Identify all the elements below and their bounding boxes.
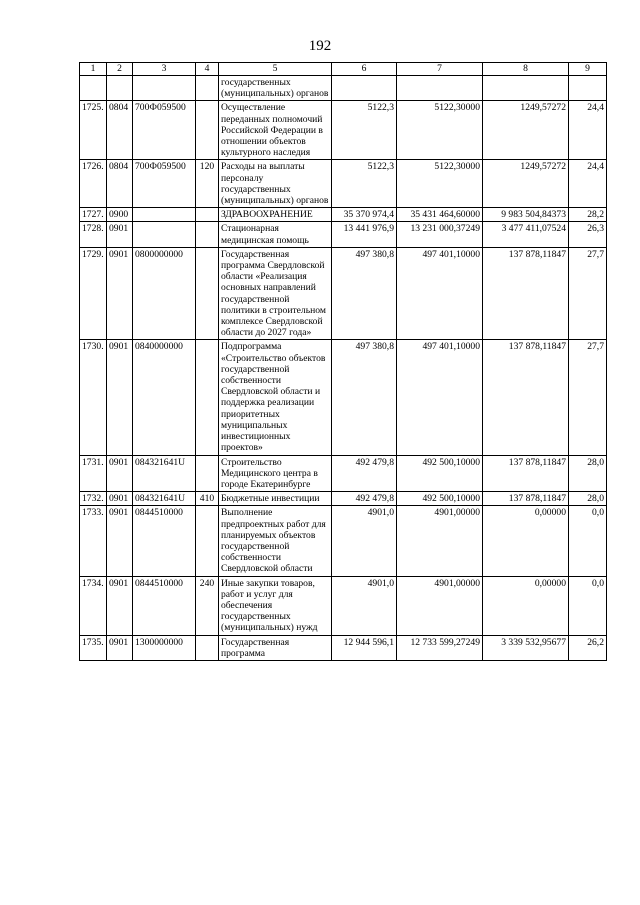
table-row bbox=[80, 101, 607, 160]
item-name-cell: Иные закупки товаров, работ и услуг для обеспечения государственных (муниципальных) нужд bbox=[219, 576, 332, 635]
plan-year-cell bbox=[332, 76, 397, 101]
percent-cell: 26,3 bbox=[569, 222, 607, 247]
column-header: 1 bbox=[80, 63, 107, 76]
expense-type-cell bbox=[196, 635, 219, 660]
table-row bbox=[80, 247, 607, 340]
target-code-cell bbox=[133, 208, 196, 222]
column-header: 5 bbox=[219, 63, 332, 76]
section-code-cell: 0901 bbox=[107, 222, 133, 247]
row-number-cell: 1730. bbox=[80, 340, 107, 455]
section-code-cell: 0901 bbox=[107, 635, 133, 660]
expense-type-cell bbox=[196, 455, 219, 492]
item-name-cell: ЗДРАВООХРАНЕНИЕ bbox=[219, 208, 332, 222]
plan-refined-cell: 5122,30000 bbox=[397, 101, 483, 160]
section-code-cell: 0900 bbox=[107, 208, 133, 222]
item-name-cell: Стационарная медицинская помощь bbox=[219, 222, 332, 247]
section-code-cell bbox=[107, 76, 133, 101]
column-header: 4 bbox=[196, 63, 219, 76]
section-code-cell: 0901 bbox=[107, 576, 133, 635]
table-row bbox=[80, 576, 607, 635]
table-row bbox=[80, 506, 607, 576]
percent-cell: 0,0 bbox=[569, 576, 607, 635]
executed-cell: 137 878,11847 bbox=[483, 247, 569, 340]
expense-type-cell: 410 bbox=[196, 492, 219, 506]
column-header: 8 bbox=[483, 63, 569, 76]
row-number-cell: 1734. bbox=[80, 576, 107, 635]
plan-refined-cell: 497 401,10000 bbox=[397, 247, 483, 340]
section-code-cell: 0804 bbox=[107, 101, 133, 160]
expense-type-cell bbox=[196, 222, 219, 247]
target-code-cell bbox=[133, 222, 196, 247]
plan-year-cell: 35 370 974,4 bbox=[332, 208, 397, 222]
row-number-cell: 1732. bbox=[80, 492, 107, 506]
budget-table bbox=[79, 62, 607, 661]
target-code-cell: 084321641U bbox=[133, 492, 196, 506]
section-code-cell: 0804 bbox=[107, 160, 133, 208]
percent-cell: 24,4 bbox=[569, 160, 607, 208]
percent-cell: 0,0 bbox=[569, 506, 607, 576]
executed-cell bbox=[483, 76, 569, 101]
executed-cell: 137 878,11847 bbox=[483, 455, 569, 492]
plan-refined-cell: 35 431 464,60000 bbox=[397, 208, 483, 222]
section-code-cell: 0901 bbox=[107, 492, 133, 506]
expense-type-cell bbox=[196, 506, 219, 576]
plan-refined-cell: 4901,00000 bbox=[397, 576, 483, 635]
percent-cell: 26,2 bbox=[569, 635, 607, 660]
item-name-cell: государственных (муниципальных) органов bbox=[219, 76, 332, 101]
item-name-cell: Расходы на выплаты персоналу государственных (муниципальных) органов bbox=[219, 160, 332, 208]
table-row bbox=[80, 340, 607, 455]
item-name-cell: Выполнение предпроектных работ для планируемых объектов государственной собственности Свердловской области bbox=[219, 506, 332, 576]
percent-cell: 28,0 bbox=[569, 492, 607, 506]
plan-refined-cell: 4901,00000 bbox=[397, 506, 483, 576]
column-header: 7 bbox=[397, 63, 483, 76]
target-code-cell: 0840000000 bbox=[133, 340, 196, 455]
section-code-cell: 0901 bbox=[107, 340, 133, 455]
page-number: 192 bbox=[308, 38, 332, 54]
plan-year-cell: 492 479,8 bbox=[332, 455, 397, 492]
section-code-cell: 0901 bbox=[107, 506, 133, 576]
executed-cell: 3 477 411,07524 bbox=[483, 222, 569, 247]
row-number-cell: 1726. bbox=[80, 160, 107, 208]
percent-cell bbox=[569, 76, 607, 101]
percent-cell: 27,7 bbox=[569, 340, 607, 455]
plan-refined-cell: 5122,30000 bbox=[397, 160, 483, 208]
table-row bbox=[80, 160, 607, 208]
executed-cell: 137 878,11847 bbox=[483, 340, 569, 455]
row-number-cell: 1725. bbox=[80, 101, 107, 160]
row-number-cell bbox=[80, 76, 107, 101]
section-code-cell: 0901 bbox=[107, 455, 133, 492]
column-header: 9 bbox=[569, 63, 607, 76]
table-row bbox=[80, 455, 607, 492]
table-row bbox=[80, 635, 607, 660]
expense-type-cell bbox=[196, 76, 219, 101]
percent-cell: 24,4 bbox=[569, 101, 607, 160]
table-row bbox=[80, 222, 607, 247]
plan-year-cell: 5122,3 bbox=[332, 101, 397, 160]
expense-type-cell bbox=[196, 101, 219, 160]
executed-cell: 1249,57272 bbox=[483, 160, 569, 208]
target-code-cell: 700Ф059500 bbox=[133, 101, 196, 160]
percent-cell: 28,2 bbox=[569, 208, 607, 222]
item-name-cell: Строительство Медицинского центра в городе Екатеринбурге bbox=[219, 455, 332, 492]
item-name-cell: Бюджетные инвестиции bbox=[219, 492, 332, 506]
target-code-cell: 0800000000 bbox=[133, 247, 196, 340]
target-code-cell bbox=[133, 76, 196, 101]
item-name-cell: Государственная программа bbox=[219, 635, 332, 660]
table-row bbox=[80, 76, 607, 101]
executed-cell: 137 878,11847 bbox=[483, 492, 569, 506]
target-code-cell: 0844510000 bbox=[133, 506, 196, 576]
target-code-cell: 700Ф059500 bbox=[133, 160, 196, 208]
executed-cell: 0,00000 bbox=[483, 576, 569, 635]
executed-cell: 0,00000 bbox=[483, 506, 569, 576]
expense-type-cell bbox=[196, 247, 219, 340]
row-number-cell: 1731. bbox=[80, 455, 107, 492]
executed-cell: 9 983 504,84373 bbox=[483, 208, 569, 222]
item-name-cell: Осуществление переданных полномочий Российской Федерации в отношении объектов культурного наследия bbox=[219, 101, 332, 160]
row-number-cell: 1733. bbox=[80, 506, 107, 576]
row-number-cell: 1727. bbox=[80, 208, 107, 222]
plan-year-cell: 492 479,8 bbox=[332, 492, 397, 506]
plan-refined-cell: 13 231 000,37249 bbox=[397, 222, 483, 247]
plan-year-cell: 4901,0 bbox=[332, 506, 397, 576]
row-number-cell: 1735. bbox=[80, 635, 107, 660]
target-code-cell: 1300000000 bbox=[133, 635, 196, 660]
row-number-cell: 1729. bbox=[80, 247, 107, 340]
plan-refined-cell: 12 733 599,27249 bbox=[397, 635, 483, 660]
table-row bbox=[80, 208, 607, 222]
expense-type-cell: 240 bbox=[196, 576, 219, 635]
plan-year-cell: 13 441 976,9 bbox=[332, 222, 397, 247]
row-number-cell: 1728. bbox=[80, 222, 107, 247]
plan-year-cell: 5122,3 bbox=[332, 160, 397, 208]
executed-cell: 1249,57272 bbox=[483, 101, 569, 160]
plan-refined-cell: 492 500,10000 bbox=[397, 455, 483, 492]
plan-refined-cell bbox=[397, 76, 483, 101]
column-header: 2 bbox=[107, 63, 133, 76]
table-row bbox=[80, 492, 607, 506]
plan-refined-cell: 492 500,10000 bbox=[397, 492, 483, 506]
executed-cell: 3 339 532,95677 bbox=[483, 635, 569, 660]
plan-year-cell: 4901,0 bbox=[332, 576, 397, 635]
target-code-cell: 084321641U bbox=[133, 455, 196, 492]
expense-type-cell: 120 bbox=[196, 160, 219, 208]
column-header: 6 bbox=[332, 63, 397, 76]
expense-type-cell bbox=[196, 340, 219, 455]
column-header: 3 bbox=[133, 63, 196, 76]
target-code-cell: 0844510000 bbox=[133, 576, 196, 635]
plan-refined-cell: 497 401,10000 bbox=[397, 340, 483, 455]
header-row bbox=[80, 63, 607, 76]
expense-type-cell bbox=[196, 208, 219, 222]
section-code-cell: 0901 bbox=[107, 247, 133, 340]
plan-year-cell: 497 380,8 bbox=[332, 247, 397, 340]
item-name-cell: Подпрограмма «Строительство объектов государственной собственности Свердловской области и поддержка реализации приоритетных муниципальных инвестиционных проектов» bbox=[219, 340, 332, 455]
percent-cell: 27,7 bbox=[569, 247, 607, 340]
item-name-cell: Государственная программа Свердловской области «Реализация основных направлений государственной политики в строительном комплексе Свердловской области до 2027 года» bbox=[219, 247, 332, 340]
plan-year-cell: 12 944 596,1 bbox=[332, 635, 397, 660]
plan-year-cell: 497 380,8 bbox=[332, 340, 397, 455]
percent-cell: 28,0 bbox=[569, 455, 607, 492]
